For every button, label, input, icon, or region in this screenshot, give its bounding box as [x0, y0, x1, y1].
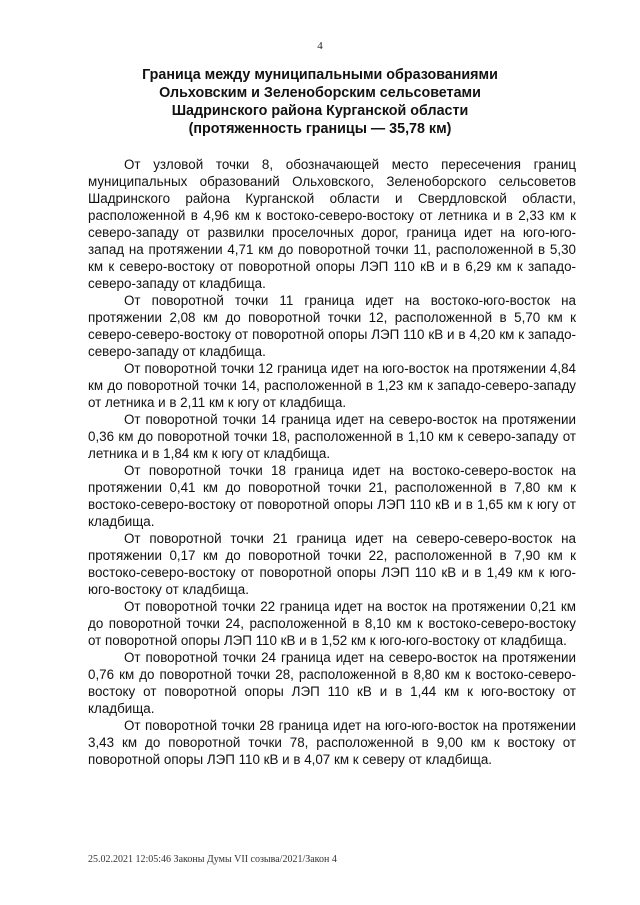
paragraph: От поворотной точки 11 граница идет на востоко-юго-восток на протяжении 2,08 км до поворотной точки 12, расположенной в 5,70 км к северо-северо-востоку от поворотной опоры ЛЭП 110 кВ и в 4,20 км к западо-северо-западу от кладбища. — [88, 293, 576, 359]
title-line: Граница между муниципальными образованиями — [142, 67, 498, 83]
paragraph: От поворотной точки 24 граница идет на северо-восток на протяжении 0,76 км до поворотной точки 28, расположенной в 8,80 км к востоко-северо-востоку от поворотной опоры ЛЭП 110 кВ и в 1,44 км к юго-востоку от кладбища. — [88, 650, 576, 716]
paragraph: От поворотной точки 14 граница идет на северо-восток на протяжении 0,36 км до поворотной точки 18, расположенной в 1,10 км к северо-западу от летника и в 1,84 км к югу от кладбища. — [88, 412, 576, 461]
paragraph: От поворотной точки 28 граница идет на юго-юго-восток на протяжении 3,43 км до поворотной точки 78, расположенной в 9,00 км к востоку от поворотной опоры ЛЭП 110 кВ и в 4,07 км к северу от кладбища. — [88, 718, 576, 767]
title-line: Шадринского района Курганской области — [171, 103, 469, 119]
page-number: 4 — [317, 40, 323, 52]
title-line: Ольховским и Зеленоборским сельсоветами — [159, 85, 481, 101]
paragraph: От поворотной точки 18 граница идет на востоко-северо-восток на протяжении 0,41 км до поворотной точки 21, расположенной в 7,80 км к востоко-северо-востоку от поворотной опоры ЛЭП 110 кВ и в 1,65 км к югу от кладбища. — [88, 463, 576, 529]
paragraph: От узловой точки 8, обозначающей место пересечения границ муниципальных образований Ольховского, Зеленоборского сельсоветов Шадринского района Курганской области и Свердловской области, расположенной в 4,96 км к востоко-северо-востоку от летника и в 2,33 км к северо-западу от развилки проселочных дорог, граница идет на юго-юго-запад на протяжении 4,71 км до поворотной точки 11, расположенной в 5,30 км к северо-востоку от поворотной опоры ЛЭП 110 кВ и в 6,29 км к западо-северо-западу от кладбища. — [88, 157, 576, 291]
paragraph: От поворотной точки 22 граница идет на восток на протяжении 0,21 км до поворотной точки 24, расположенной в 8,10 км к востоко-северо-востоку от поворотной опоры ЛЭП 110 кВ и в 1,52 км к юго-юго-востоку от кладбища. — [88, 599, 576, 648]
paragraph: От поворотной точки 12 граница идет на юго-восток на протяжении 4,84 км до поворотной точки 14, расположенной в 1,23 км к западо-северо-западу от летника и в 2,11 км к югу от кладбища. — [88, 361, 576, 410]
title-line: (протяженность границы — 35,78 км) — [188, 121, 452, 137]
paragraph: От поворотной точки 21 граница идет на северо-северо-восток на протяжении 0,17 км до поворотной точки 22, расположенной в 7,90 км к востоко-северо-востоку от поворотной опоры ЛЭП 110 кВ и в 1,49 км к юго-юго-востоку от кладбища. — [88, 531, 576, 597]
document-title — [80, 66, 560, 138]
document-body — [88, 156, 576, 768]
footer-stamp: 25.02.2021 12:05:46 Законы Думы VII созыва/2021/Закон 4 — [88, 854, 337, 865]
